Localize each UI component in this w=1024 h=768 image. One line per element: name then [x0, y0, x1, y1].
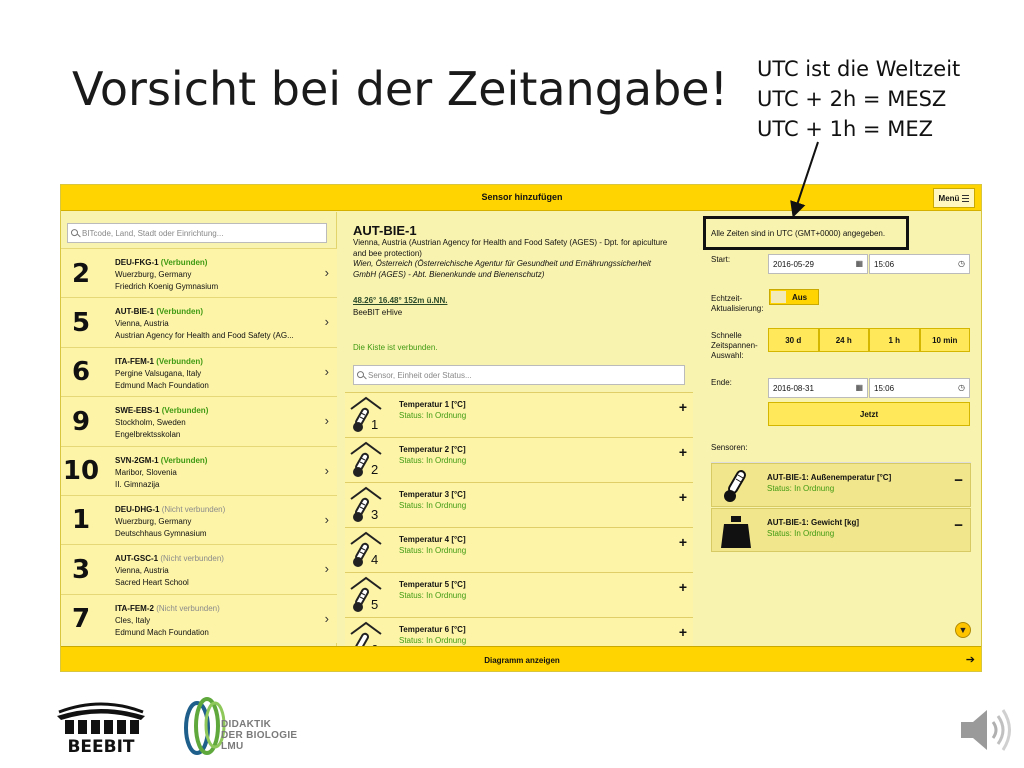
sensor-number: 4 [371, 552, 379, 567]
thermometer-icon [347, 529, 385, 572]
location-org: Sacred Heart School [115, 578, 189, 588]
menu-button-label: Menü [938, 193, 960, 203]
start-time-field[interactable] [869, 254, 970, 274]
utc-note-line: UTC + 2h = MESZ [757, 87, 947, 111]
location-number: 3 [71, 554, 91, 585]
arrow-right-icon: ➔ [965, 654, 975, 666]
realtime-toggle-label: Aus [792, 293, 808, 302]
location-status: (Verbunden) [160, 455, 208, 465]
quick-range-10min-button[interactable]: 10 min [920, 328, 971, 352]
location-item[interactable] [61, 248, 337, 297]
selected-sensor-list [711, 462, 971, 553]
box-description-de: Wien, Österreich (Österreichische Agentur für Gesundheit und Ernährungssicherheit GmbH (AGES) - Abt. Bienenkunde und Bienenschutz) [353, 259, 651, 279]
location-item[interactable] [61, 297, 337, 346]
sensor-item[interactable] [345, 392, 693, 437]
location-code: DEU-DHG-1 [115, 504, 160, 514]
didaktik-line: LMU [221, 741, 244, 752]
sensors-label: Sensoren: [711, 443, 748, 452]
start-label: Start: [711, 255, 731, 264]
sensor-item[interactable] [345, 572, 693, 617]
remove-sensor-button[interactable]: − [954, 472, 963, 489]
quick-range-label: Schnelle Zeitspannen-Auswahl: [711, 331, 758, 360]
location-org: Engelbrektsskolan [115, 430, 181, 440]
sensor-item[interactable] [345, 527, 693, 572]
location-item[interactable] [61, 594, 337, 643]
beebit-logo [55, 698, 147, 756]
quick-range-24h-button[interactable]: 24 h [819, 328, 870, 352]
sensor-status: Status: In Ordnung [399, 546, 467, 555]
thermometer-icon [347, 394, 385, 437]
top-bar [61, 185, 982, 211]
location-status: (Verbunden) [161, 406, 209, 416]
remove-sensor-button[interactable]: − [954, 517, 963, 534]
location-number: 7 [71, 604, 91, 635]
selected-sensor-name: AUT-BIE-1: Außenemperatur [°C] [767, 473, 892, 482]
selected-sensor-name: AUT-BIE-1: Gewicht [kg] [767, 518, 860, 527]
weight-icon [718, 512, 754, 550]
start-date-value: 2016-05-29 [773, 259, 814, 269]
box-title: AUT-BIE-1 [353, 223, 417, 238]
beebit-app-window [60, 184, 982, 672]
add-sensor-button[interactable]: + [678, 399, 687, 415]
selected-sensor-status: Status: In Ordnung [767, 484, 835, 493]
location-status: (Nicht verbunden) [161, 504, 226, 514]
utc-note-line: UTC ist die Weltzeit [757, 57, 961, 81]
chevron-right-icon: › [324, 314, 329, 330]
start-time-value: 15:06 [874, 259, 895, 269]
chevron-right-icon: › [324, 413, 329, 429]
box-connection-status: Die Kiste ist verbunden. [353, 343, 438, 352]
selected-sensor-status: Status: In Ordnung [767, 529, 835, 538]
location-code: ITA-FEM-2 [115, 603, 154, 613]
utc-note-line: UTC + 1h = MEZ [757, 117, 933, 141]
location-status: (Nicht verbunden) [160, 554, 224, 564]
chevron-right-icon: › [324, 610, 329, 626]
sensor-item[interactable] [345, 482, 693, 527]
location-text [115, 306, 315, 342]
location-text [115, 504, 315, 540]
box-coordinates-link[interactable]: 48.26° 16.48° 152m ü.NN. [353, 296, 448, 305]
location-text [115, 553, 315, 589]
location-city: Maribor, Slovenia [115, 467, 177, 477]
location-code: AUT-GSC-1 [115, 554, 159, 564]
thermometer-icon [347, 439, 385, 482]
sensor-status: Status: In Ordnung [399, 636, 467, 645]
sensor-item[interactable] [345, 437, 693, 482]
clock-icon: ◷ [958, 383, 965, 392]
selected-sensor-item[interactable] [711, 463, 971, 507]
selected-sensor-item[interactable] [711, 508, 971, 552]
thermometer-icon [347, 484, 385, 527]
utc-notes [757, 54, 960, 144]
location-number: 5 [71, 307, 91, 338]
location-org: Edmund Mach Foundation [115, 627, 209, 637]
sensor-list [345, 392, 693, 662]
beebit-logo-text: BEEBIT [67, 737, 135, 756]
realtime-label: Echtzeit-Aktualisierung: [711, 294, 764, 313]
sensor-name: Temperatur 3 [°C] [399, 490, 466, 499]
location-number: 2 [71, 258, 91, 289]
bottom-bar[interactable] [61, 646, 982, 672]
add-sensor-button[interactable]: + [678, 489, 687, 505]
chevron-right-icon: › [324, 511, 329, 527]
sensor-number: 2 [371, 462, 379, 477]
thermometer-icon [347, 574, 385, 617]
sensor-number: 5 [371, 597, 379, 612]
location-text [115, 257, 315, 293]
search-icon [357, 371, 364, 378]
location-text [115, 455, 315, 491]
location-city: Stockholm, Sweden [115, 418, 186, 428]
location-org: II. Gimnazija [115, 479, 160, 489]
realtime-toggle[interactable] [769, 289, 819, 305]
sensor-name: Temperatur 6 [°C] [399, 625, 466, 634]
thermometer-icon [718, 467, 754, 505]
add-sensor-button[interactable]: + [678, 579, 687, 595]
location-code: AUT-BIE-1 [115, 307, 155, 317]
location-number: 10 [62, 456, 100, 487]
quick-range-30d-button[interactable]: 30 d [768, 328, 819, 352]
location-status: (Verbunden) [156, 356, 203, 366]
location-status: (Nicht verbunden) [156, 603, 220, 613]
location-org: Edmund Mach Foundation [115, 380, 209, 390]
end-date-value: 2016-08-31 [773, 383, 814, 393]
top-bar-title: Sensor hinzufügen [481, 192, 563, 202]
location-org: Austrian Agency for Health and Food Safety (AG... [115, 331, 294, 341]
chevron-right-icon: › [324, 265, 329, 280]
location-text [115, 405, 315, 441]
add-sensor-button[interactable]: + [678, 444, 687, 460]
sensor-search-input[interactable] [353, 365, 685, 385]
location-city: Cles, Italy [115, 615, 151, 625]
location-item[interactable] [61, 347, 337, 396]
didaktik-line: DER BIOLOGIE [221, 730, 298, 741]
location-code: SVN-2GM-1 [115, 455, 159, 465]
sensor-name: Temperatur 5 [°C] [399, 580, 466, 589]
location-number: 6 [71, 357, 91, 388]
location-number: 1 [71, 505, 91, 536]
sensor-status: Status: In Ordnung [399, 456, 467, 465]
box-product: BeeBIT eHive [353, 308, 403, 317]
didaktik-line: DIDAKTIK [221, 719, 272, 730]
speaker-icon[interactable] [955, 700, 1015, 760]
sensor-status: Status: In Ordnung [399, 501, 467, 510]
add-sensor-button[interactable]: + [678, 624, 687, 640]
sensor-name: Temperatur 2 [°C] [399, 445, 466, 454]
sensor-search-placeholder: Sensor, Einheit oder Status... [368, 370, 472, 380]
location-code: SWE-EBS-1 [115, 406, 160, 416]
search-icon [71, 229, 78, 236]
quick-range-buttons [768, 328, 970, 352]
location-item[interactable] [61, 544, 337, 593]
clock-icon: ◷ [958, 259, 965, 268]
sensor-name: Temperatur 1 [°C] [399, 400, 466, 409]
location-status: (Verbunden) [156, 307, 204, 317]
box-description [353, 238, 673, 280]
chevron-right-icon: › [324, 561, 329, 577]
slide-title: Vorsicht bei der Zeitangabe! [72, 62, 729, 116]
calendar-icon: ▦ [855, 259, 863, 268]
location-text [115, 356, 315, 392]
sensor-status: Status: In Ordnung [399, 411, 467, 420]
now-button[interactable]: Jetzt [768, 402, 970, 426]
location-code: DEU-FKG-1 [115, 258, 159, 267]
end-time-field[interactable] [869, 378, 970, 398]
location-search-placeholder: BITcode, Land, Stadt oder Einrichtung... [82, 228, 224, 238]
box-description-en: Vienna, Austria (Austrian Agency for Health and Food Safety (AGES) - Dpt. for apiculture and bee protection) [353, 238, 668, 258]
location-item[interactable] [61, 396, 337, 445]
location-item[interactable] [61, 446, 337, 495]
sensor-number: 3 [371, 507, 379, 522]
location-status: (Verbunden) [160, 258, 208, 267]
time-range-panel [693, 212, 982, 646]
scroll-down-button[interactable]: ▼ [955, 622, 971, 638]
chevron-right-icon: › [324, 363, 329, 379]
location-org: Deutschhaus Gymnasium [115, 528, 207, 538]
add-sensor-button[interactable]: + [678, 534, 687, 550]
sensor-name: Temperatur 4 [°C] [399, 535, 466, 544]
didaktik-logo-text [221, 719, 297, 752]
location-city: Wuerzburg, Germany [115, 516, 192, 526]
box-detail-panel [337, 212, 693, 646]
location-list [61, 248, 337, 643]
end-label: Ende: [711, 378, 732, 387]
location-panel [61, 212, 337, 646]
calendar-icon: ▦ [855, 383, 863, 392]
location-item[interactable] [61, 495, 337, 544]
location-city: Vienna, Austria [115, 319, 169, 329]
menu-button[interactable] [933, 188, 975, 208]
end-time-value: 15:06 [874, 383, 895, 393]
location-search-input[interactable] [67, 223, 327, 243]
location-number: 9 [71, 406, 91, 437]
location-org: Friedrich Koenig Gymnasium [115, 282, 219, 291]
end-date-field[interactable] [768, 378, 868, 398]
show-chart-label: Diagramm anzeigen [484, 656, 560, 665]
hamburger-icon [962, 195, 969, 202]
sensor-status: Status: In Ordnung [399, 591, 467, 600]
chevron-right-icon: › [324, 462, 329, 478]
start-date-field[interactable] [768, 254, 868, 274]
location-city: Pergine Valsugana, Italy [115, 368, 202, 378]
location-code: ITA-FEM-1 [115, 356, 154, 366]
quick-range-1h-button[interactable]: 1 h [869, 328, 920, 352]
toggle-knob [771, 291, 786, 303]
timezone-notice: Alle Zeiten sind in UTC (GMT+0000) angegeben. [703, 216, 909, 250]
location-text [115, 603, 315, 639]
sensor-number: 1 [371, 417, 379, 432]
location-city: Wuerzburg, Germany [115, 270, 192, 279]
location-city: Vienna, Austria [115, 566, 169, 576]
